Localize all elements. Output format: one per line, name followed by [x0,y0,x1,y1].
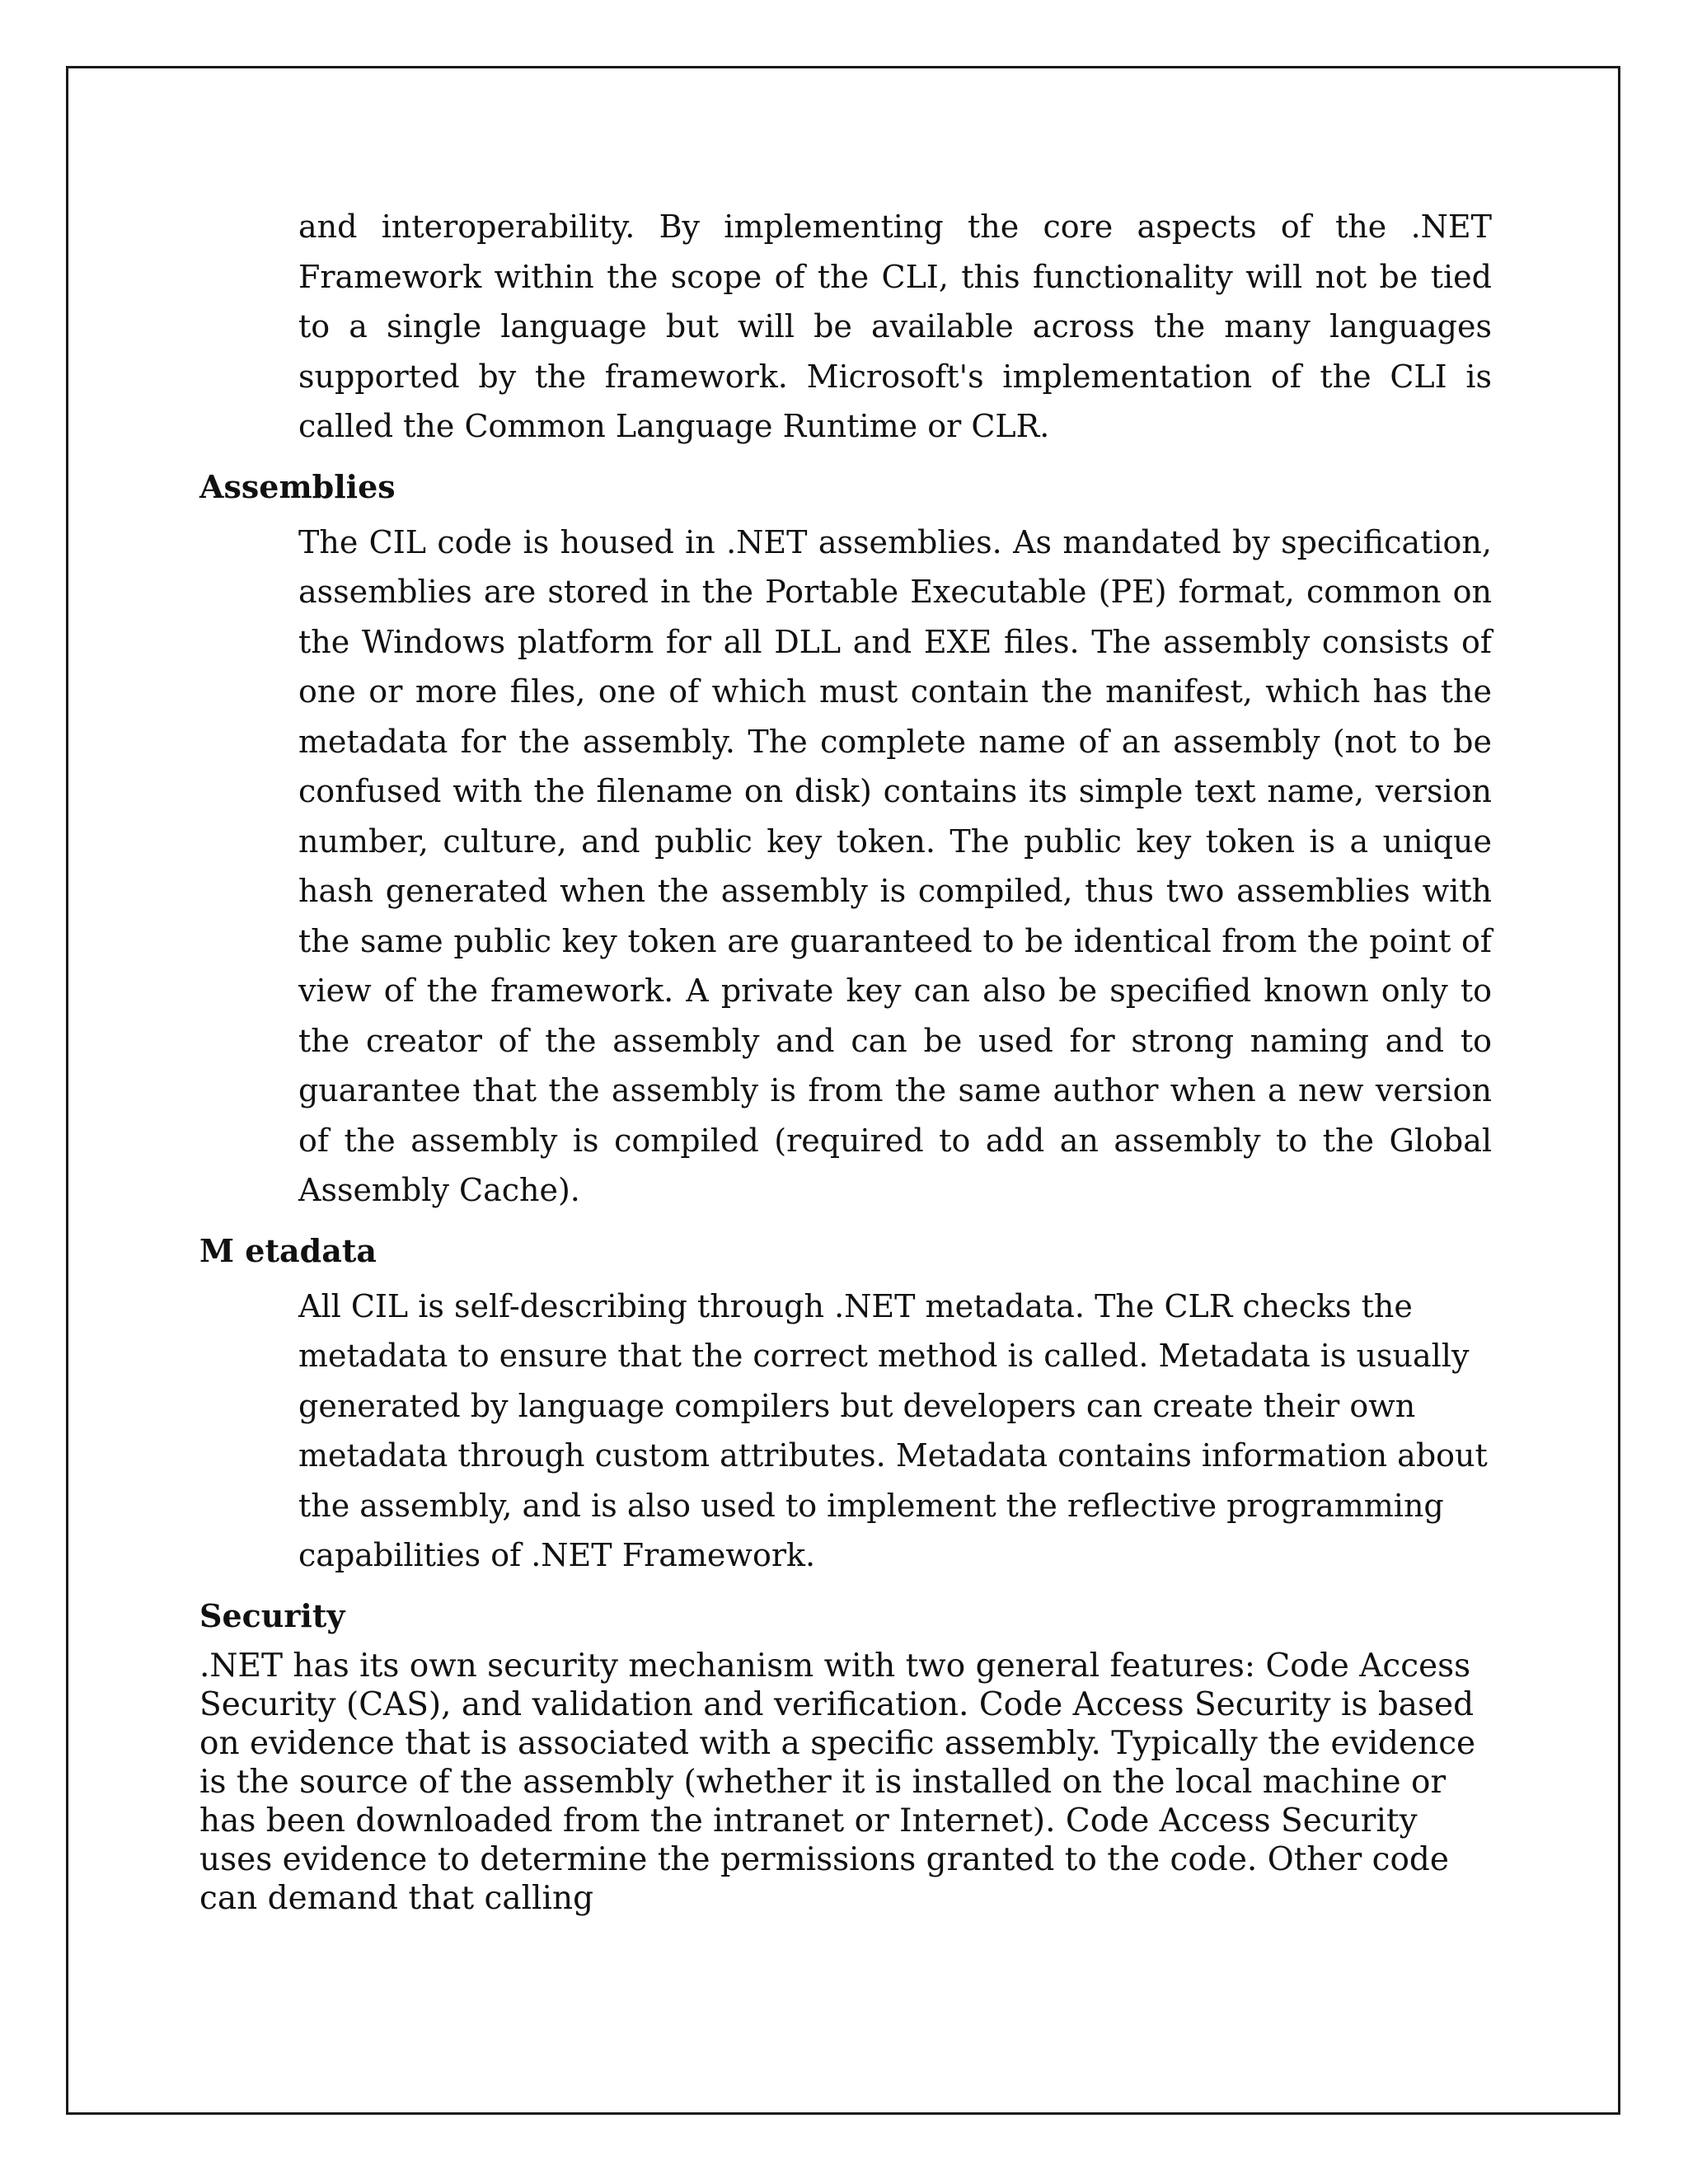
intro-paragraph: and interoperability. By implementing the core aspects of the .NET Framework within the scope of the CLI, this functionality will not be tied to a single language but will be available across the many languages supported by the framework. Microsoft's implementation of the CLI is called the Common Language Runtime or CLR. [298,209,1492,444]
assemblies-paragraph: The CIL code is housed in .NET assemblies. As mandated by specification, assemblies are stored in the Portable Executable (PE) format, common on the Windows platform for all DLL and EXE files. The assembly consists of one or more files, one of which must contain the manifest, which has the metadata for the assembly. The complete name of an assembly (not to be confused with the filename on disk) contains its simple text name, version number, culture, and public key token. The public key token is a unique hash generated when the assembly is compiled, thus two assemblies with the same public key token are guaranteed to be identical from the point of view of the framework. A private key can also be specified known only to the creator of the assembly and can be used for strong naming and to guarantee that the assembly is from the same author when a new version of the assembly is compiled (required to add an assembly to the Global Assembly Cache). [298,523,1492,1208]
security-paragraph: .NET has its own security mechanism with two general features: Code Access Security (CAS), and validation and verification. Code Access Security is based on evidence that is associated with a specific assembly. Typically the evidence is the source of the assembly (whether it is installed on the local machine or has been downloaded from the intranet or Internet). Code Access Security uses evidence to determine the permissions granted to the code. Other code can demand that calling [199,1647,1476,1917]
security-heading: Security [199,1596,345,1634]
assemblies-heading: Assemblies [199,467,396,505]
metadata-paragraph: All CIL is self-describing through .NET metadata. The CLR checks the metadata to ensure that the correct method is called. Metadata is usually generated by language compilers but developers can create their own metadata through custom attributes. Metadata contains information about the assembly, and is also used to implement the reflective programming capabilities of .NET Framework. [298,1287,1488,1573]
document-body [199,202,1492,1918]
metadata-heading: M etadata [199,1231,377,1269]
